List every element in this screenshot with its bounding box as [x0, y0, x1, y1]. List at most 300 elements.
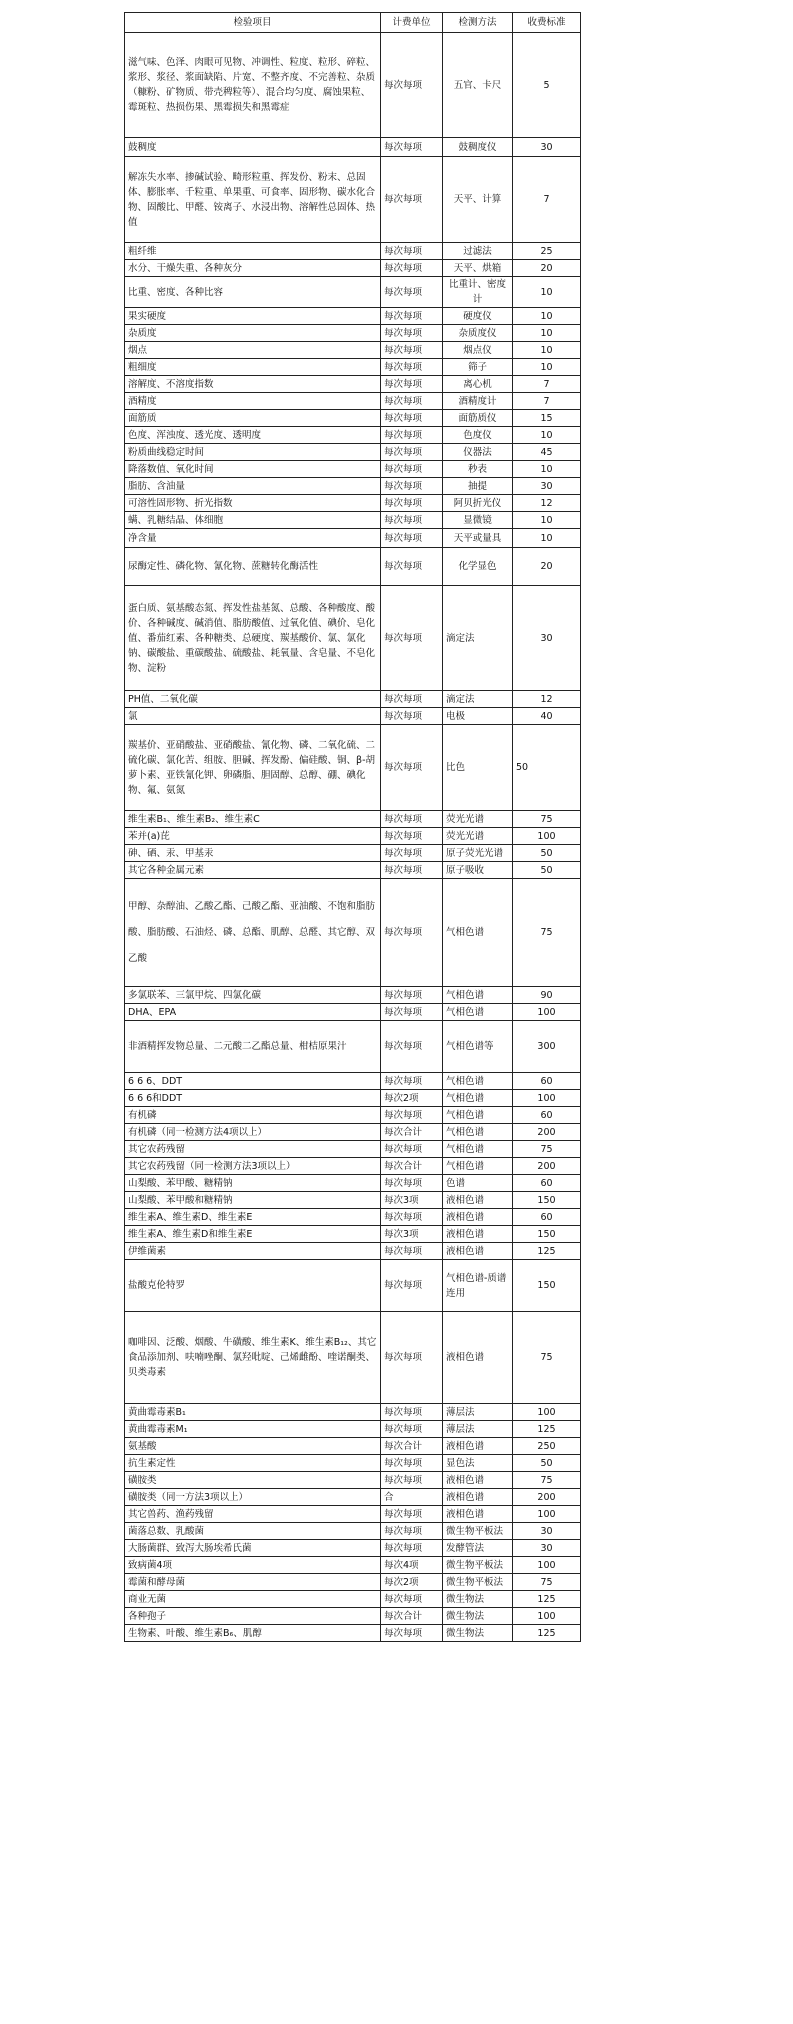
row-unit: 每次每项	[381, 325, 443, 342]
row-unit: 每次每项	[381, 1472, 443, 1489]
row-unit: 每次每项	[381, 308, 443, 325]
row-fee: 50	[513, 725, 581, 811]
row-item: 果实硬度	[125, 308, 381, 325]
row-item: 商业无菌	[125, 1591, 381, 1608]
row-method: 天平、计算	[443, 157, 513, 243]
table-row	[125, 243, 581, 260]
row-unit: 每次每项	[381, 342, 443, 359]
row-method: 滴定法	[443, 691, 513, 708]
row-item: 盐酸克伦特罗	[125, 1260, 381, 1312]
row-fee: 15	[513, 410, 581, 427]
row-item: 粉质曲线稳定时间	[125, 444, 381, 461]
row-fee: 12	[513, 691, 581, 708]
row-fee: 20	[513, 260, 581, 277]
row-item: 生物素、叶酸、维生素B₆、肌醇	[125, 1625, 381, 1642]
row-method: 液相色谱	[443, 1472, 513, 1489]
row-item: 维生素A、维生素D和维生素E	[125, 1226, 381, 1243]
row-unit: 每次每项	[381, 277, 443, 308]
table-row	[125, 495, 581, 512]
row-fee: 100	[513, 1090, 581, 1107]
row-unit: 每次每项	[381, 444, 443, 461]
row-item: 大肠菌群、致泻大肠埃希氏菌	[125, 1540, 381, 1557]
header-item: 检验项目	[125, 13, 381, 33]
table-row	[125, 725, 581, 811]
row-method: 气相色谱	[443, 1141, 513, 1158]
row-method: 杂质度仪	[443, 325, 513, 342]
row-method: 色度仪	[443, 427, 513, 444]
row-method: 液相色谱	[443, 1209, 513, 1226]
row-unit: 每次合计	[381, 1124, 443, 1141]
row-unit: 每次每项	[381, 1421, 443, 1438]
row-item: 非酒精挥发物总量、二元酸二乙酯总量、柑桔原果汁	[125, 1021, 381, 1073]
row-fee: 150	[513, 1226, 581, 1243]
row-method: 微生物平板法	[443, 1574, 513, 1591]
table-row	[125, 691, 581, 708]
row-unit: 每次每项	[381, 1625, 443, 1642]
row-fee: 75	[513, 1472, 581, 1489]
table-row	[125, 410, 581, 427]
row-unit: 合	[381, 1489, 443, 1506]
row-item: 解冻失水率、掺碱试验、畸形粒重、挥发份、粉末、总固体、膨胀率、千粒重、单果重、可食率、固形物、碳水化合物、固酸比、甲醛、铵离子、水浸出物、溶解性总固体、热值	[125, 157, 381, 243]
row-unit: 每次每项	[381, 260, 443, 277]
row-method: 液相色谱	[443, 1506, 513, 1523]
row-item: 氯	[125, 708, 381, 725]
row-unit: 每次每项	[381, 1540, 443, 1557]
row-item: 磺胺类	[125, 1472, 381, 1489]
row-unit: 每次每项	[381, 376, 443, 393]
row-fee: 45	[513, 444, 581, 461]
row-fee: 125	[513, 1243, 581, 1260]
row-item: 面筋质	[125, 410, 381, 427]
table-row	[125, 1124, 581, 1141]
row-unit: 每次每项	[381, 845, 443, 862]
row-unit: 每次每项	[381, 879, 443, 987]
row-item: 砷、硒、汞、甲基汞	[125, 845, 381, 862]
row-item: 色度、浑浊度、透光度、透明度	[125, 427, 381, 444]
row-item: 磺胺类（同一方法3项以上）	[125, 1489, 381, 1506]
table-row	[125, 1472, 581, 1489]
row-item: 抗生素定性	[125, 1455, 381, 1472]
table-row	[125, 1243, 581, 1260]
row-item: 苯并(a)芘	[125, 828, 381, 845]
row-fee: 75	[513, 879, 581, 987]
row-method: 硬度仪	[443, 308, 513, 325]
row-fee: 100	[513, 1608, 581, 1625]
row-fee: 100	[513, 1506, 581, 1523]
row-fee: 30	[513, 138, 581, 157]
table-row	[125, 586, 581, 691]
row-fee: 60	[513, 1175, 581, 1192]
row-method: 离心机	[443, 376, 513, 393]
row-unit: 每次每项	[381, 478, 443, 495]
row-unit: 每次每项	[381, 811, 443, 828]
row-item: 其它各种金属元素	[125, 862, 381, 879]
row-fee: 300	[513, 1021, 581, 1073]
row-fee: 150	[513, 1260, 581, 1312]
row-method: 气相色谱	[443, 879, 513, 987]
row-unit: 每次每项	[381, 1073, 443, 1090]
table-row	[125, 879, 581, 987]
row-unit: 每次3项	[381, 1192, 443, 1209]
row-method: 荧光光谱	[443, 811, 513, 828]
row-unit: 每次每项	[381, 691, 443, 708]
row-method: 原子吸收	[443, 862, 513, 879]
row-method: 酒精度计	[443, 393, 513, 410]
row-unit: 每次合计	[381, 1608, 443, 1625]
row-item: 多氯联苯、三氯甲烷、四氯化碳	[125, 987, 381, 1004]
row-method: 天平或量具	[443, 529, 513, 548]
row-item: 可溶性固形物、折光指数	[125, 495, 381, 512]
row-item: 6 6 6、DDT	[125, 1073, 381, 1090]
row-method: 气相色谱	[443, 1107, 513, 1124]
row-item: 山梨酸、苯甲酸和糖精钠	[125, 1192, 381, 1209]
row-unit: 每次合计	[381, 1438, 443, 1455]
table-row	[125, 1591, 581, 1608]
row-unit: 每次每项	[381, 512, 443, 529]
row-unit: 每次每项	[381, 1404, 443, 1421]
table-row	[125, 548, 581, 586]
row-fee: 150	[513, 1192, 581, 1209]
table-row	[125, 1506, 581, 1523]
row-unit: 每次3项	[381, 1226, 443, 1243]
row-fee: 100	[513, 1557, 581, 1574]
row-unit: 每次每项	[381, 1260, 443, 1312]
row-unit: 每次每项	[381, 1004, 443, 1021]
row-unit: 每次每项	[381, 1506, 443, 1523]
table-row	[125, 1107, 581, 1124]
row-unit: 每次每项	[381, 1523, 443, 1540]
row-fee: 40	[513, 708, 581, 725]
row-method: 气相色谱	[443, 1090, 513, 1107]
row-fee: 75	[513, 1312, 581, 1404]
row-method: 液相色谱	[443, 1243, 513, 1260]
table-row	[125, 342, 581, 359]
table-row	[125, 1489, 581, 1506]
row-fee: 10	[513, 342, 581, 359]
row-unit: 每次每项	[381, 1312, 443, 1404]
row-item: 比重、密度、各种比容	[125, 277, 381, 308]
table-row	[125, 1158, 581, 1175]
row-unit: 每次每项	[381, 1141, 443, 1158]
row-fee: 75	[513, 1141, 581, 1158]
row-fee: 20	[513, 548, 581, 586]
row-unit: 每次合计	[381, 1158, 443, 1175]
row-fee: 10	[513, 277, 581, 308]
table-row	[125, 529, 581, 548]
row-item: 净含量	[125, 529, 381, 548]
row-method: 气相色谱	[443, 1124, 513, 1141]
table-row	[125, 1421, 581, 1438]
row-method: 五官、卡尺	[443, 33, 513, 138]
row-fee: 200	[513, 1124, 581, 1141]
table-row	[125, 845, 581, 862]
table-row	[125, 987, 581, 1004]
row-fee: 10	[513, 325, 581, 342]
table-row	[125, 427, 581, 444]
table-row	[125, 444, 581, 461]
row-fee: 75	[513, 1574, 581, 1591]
table-row	[125, 862, 581, 879]
row-fee: 30	[513, 586, 581, 691]
row-method: 发酵管法	[443, 1540, 513, 1557]
row-method: 滴定法	[443, 586, 513, 691]
row-fee: 10	[513, 461, 581, 478]
row-method: 气相色谱	[443, 1073, 513, 1090]
row-fee: 12	[513, 495, 581, 512]
row-unit: 每次每项	[381, 1175, 443, 1192]
row-fee: 125	[513, 1421, 581, 1438]
table-row	[125, 1209, 581, 1226]
row-method: 化学显色	[443, 548, 513, 586]
row-method: 鼓稠度仪	[443, 138, 513, 157]
row-method: 显微镜	[443, 512, 513, 529]
table-row	[125, 260, 581, 277]
row-fee: 10	[513, 427, 581, 444]
table-row	[125, 828, 581, 845]
row-item: 粗纤维	[125, 243, 381, 260]
row-method: 气相色谱	[443, 1158, 513, 1175]
table-row	[125, 1073, 581, 1090]
table-body	[125, 33, 581, 1642]
row-fee: 200	[513, 1489, 581, 1506]
table-row	[125, 359, 581, 376]
table-row	[125, 478, 581, 495]
row-item: 蛋白质、氨基酸态氮、挥发性盐基氮、总酸、各种酸度、酸价、各种碱度、碱消值、脂肪酸值、过氧化值、碘价、皂化值、番茄红素、各种糖类、总硬度、羰基酸价、氯、氯化钠、碳酸盐、重碳酸盐、硫酸盐、耗氧量、含皂量、不皂化物、淀粉	[125, 586, 381, 691]
row-fee: 10	[513, 308, 581, 325]
row-fee: 250	[513, 1438, 581, 1455]
row-item: 其它兽药、渔药残留	[125, 1506, 381, 1523]
row-method: 显色法	[443, 1455, 513, 1472]
table-row	[125, 1608, 581, 1625]
row-method: 气相色谱等	[443, 1021, 513, 1073]
row-fee: 7	[513, 376, 581, 393]
row-method: 微生物法	[443, 1608, 513, 1625]
table-row	[125, 138, 581, 157]
table-row	[125, 308, 581, 325]
row-item: 氨基酸	[125, 1438, 381, 1455]
row-unit: 每次每项	[381, 862, 443, 879]
row-item: 鼓稠度	[125, 138, 381, 157]
table-row	[125, 157, 581, 243]
table-row	[125, 1175, 581, 1192]
row-method: 烟点仪	[443, 342, 513, 359]
row-method: 液相色谱	[443, 1192, 513, 1209]
row-item: 羰基价、亚硝酸盐、亚硝酸盐、氰化物、磷、二氧化硫、二硫化碳、氯化苦、组胺、胆碱、挥发酚、偏硅酸、铜、β-胡萝卜素、亚铁氰化钾、卵磷脂、胆固醇、总醇、硼、碘化物、氟、氨氮	[125, 725, 381, 811]
row-item: 其它农药残留	[125, 1141, 381, 1158]
table-row	[125, 1312, 581, 1404]
row-item: PH值、二氧化碳	[125, 691, 381, 708]
row-method: 阿贝折光仪	[443, 495, 513, 512]
row-unit: 每次每项	[381, 427, 443, 444]
row-method: 电极	[443, 708, 513, 725]
row-method: 液相色谱	[443, 1438, 513, 1455]
row-method: 天平、烘箱	[443, 260, 513, 277]
row-unit: 每次每项	[381, 157, 443, 243]
row-item: 致病菌4项	[125, 1557, 381, 1574]
row-method: 薄层法	[443, 1404, 513, 1421]
row-unit: 每次每项	[381, 725, 443, 811]
row-fee: 10	[513, 529, 581, 548]
row-fee: 30	[513, 478, 581, 495]
row-unit: 每次每项	[381, 1455, 443, 1472]
row-fee: 75	[513, 811, 581, 828]
row-item: 山梨酸、苯甲酸、糖精钠	[125, 1175, 381, 1192]
row-unit: 每次每项	[381, 1209, 443, 1226]
row-item: 其它农药残留（同一检测方法3项以上）	[125, 1158, 381, 1175]
row-method: 秒表	[443, 461, 513, 478]
row-unit: 每次每项	[381, 987, 443, 1004]
table-row	[125, 1141, 581, 1158]
row-method: 色谱	[443, 1175, 513, 1192]
row-item: 维生素A、维生素D、维生素E	[125, 1209, 381, 1226]
fee-table	[124, 12, 581, 1642]
row-item: 螨、乳糖结晶、体细胞	[125, 512, 381, 529]
table-row	[125, 1574, 581, 1591]
row-fee: 90	[513, 987, 581, 1004]
row-fee: 50	[513, 1455, 581, 1472]
row-method: 仪器法	[443, 444, 513, 461]
row-item: 6 6 6和DDT	[125, 1090, 381, 1107]
row-item: 水分、干燥失重、各种灰分	[125, 260, 381, 277]
row-fee: 100	[513, 1404, 581, 1421]
row-fee: 10	[513, 359, 581, 376]
table-row	[125, 1523, 581, 1540]
table-row	[125, 1455, 581, 1472]
row-method: 微生物法	[443, 1591, 513, 1608]
table-row	[125, 376, 581, 393]
table-row	[125, 33, 581, 138]
row-method: 微生物平板法	[443, 1523, 513, 1540]
table-row	[125, 325, 581, 342]
row-item: 咖啡因、泛酸、烟酸、牛磺酸、维生素K、维生素B₁₂、其它食品添加剂、呋喃唑酮、氯羟吡啶、己烯雌酚、喹诺酮类、贝类毒素	[125, 1312, 381, 1404]
table-row	[125, 1404, 581, 1421]
table-row	[125, 811, 581, 828]
row-item: 酒精度	[125, 393, 381, 410]
row-unit: 每次每项	[381, 138, 443, 157]
row-item: 菌落总数、乳酸菌	[125, 1523, 381, 1540]
row-fee: 60	[513, 1209, 581, 1226]
row-method: 气相色谱	[443, 1004, 513, 1021]
table-row	[125, 1192, 581, 1209]
row-item: 杂质度	[125, 325, 381, 342]
row-fee: 30	[513, 1540, 581, 1557]
row-fee: 50	[513, 862, 581, 879]
row-method: 液相色谱	[443, 1312, 513, 1404]
row-unit: 每次每项	[381, 495, 443, 512]
row-item: 粗细度	[125, 359, 381, 376]
row-item: 各种孢子	[125, 1608, 381, 1625]
table-row	[125, 277, 581, 308]
row-method: 微生物平板法	[443, 1557, 513, 1574]
row-method: 荧光光谱	[443, 828, 513, 845]
row-unit: 每次4项	[381, 1557, 443, 1574]
row-method: 气相色谱-质谱连用	[443, 1260, 513, 1312]
fee-table-sheet	[124, 12, 581, 1642]
row-fee: 125	[513, 1591, 581, 1608]
row-unit: 每次2项	[381, 1574, 443, 1591]
table-row	[125, 1226, 581, 1243]
table-row	[125, 1438, 581, 1455]
row-unit: 每次每项	[381, 828, 443, 845]
row-item: 脂肪、含油量	[125, 478, 381, 495]
row-unit: 每次每项	[381, 1021, 443, 1073]
row-item: 伊维菌素	[125, 1243, 381, 1260]
row-item: 黄曲霉毒素B₁	[125, 1404, 381, 1421]
table-row	[125, 1090, 581, 1107]
row-unit: 每次每项	[381, 529, 443, 548]
row-item: 尿酶定性、磷化物、氰化物、蔗糖转化酶活性	[125, 548, 381, 586]
row-method: 液相色谱	[443, 1226, 513, 1243]
table-row	[125, 1260, 581, 1312]
row-unit: 每次每项	[381, 243, 443, 260]
row-fee: 30	[513, 1523, 581, 1540]
row-method: 面筋质仪	[443, 410, 513, 427]
row-method: 比色	[443, 725, 513, 811]
row-item: 黄曲霉毒素M₁	[125, 1421, 381, 1438]
row-unit: 每次每项	[381, 1591, 443, 1608]
header-row	[125, 13, 581, 33]
table-row	[125, 1004, 581, 1021]
row-item: 降落数值、氧化时间	[125, 461, 381, 478]
row-unit: 每次每项	[381, 33, 443, 138]
row-method: 薄层法	[443, 1421, 513, 1438]
row-method: 比重计、密度计	[443, 277, 513, 308]
table-row	[125, 1021, 581, 1073]
row-fee: 100	[513, 1004, 581, 1021]
row-fee: 125	[513, 1625, 581, 1642]
row-fee: 5	[513, 33, 581, 138]
row-unit: 每次每项	[381, 548, 443, 586]
row-item: 霉菌和酵母菌	[125, 1574, 381, 1591]
row-item: 滋气味、色泽、肉眼可见物、冲调性、粒度、粒形、碎粒、浆形、浆径、浆面缺陷、片宽、不整齐度、不完善粒、杂质（糠粉、矿物质、带壳稗粒等）、混合均匀度、腐蚀果粒、霉斑粒、热损伤果、黑霉损失和黑霉症	[125, 33, 381, 138]
row-unit: 每次每项	[381, 410, 443, 427]
table-row	[125, 1625, 581, 1642]
row-fee: 7	[513, 157, 581, 243]
row-fee: 100	[513, 828, 581, 845]
row-fee: 25	[513, 243, 581, 260]
row-method: 过滤法	[443, 243, 513, 260]
table-row	[125, 708, 581, 725]
row-item: 溶解度、不溶度指数	[125, 376, 381, 393]
row-item: 有机磷（同一检测方法4项以上）	[125, 1124, 381, 1141]
row-item: 烟点	[125, 342, 381, 359]
row-item: 维生素B₁、维生素B₂、维生素C	[125, 811, 381, 828]
row-fee: 60	[513, 1073, 581, 1090]
header-fee: 收费标准	[513, 13, 581, 33]
table-row	[125, 1540, 581, 1557]
row-item: 甲醇、杂醇油、乙酸乙酯、己酸乙酯、亚油酸、不饱和脂肪酸、脂肪酸、石油烃、磷、总酯、肌醇、总醛、其它醇、双乙酸	[125, 879, 381, 987]
table-row	[125, 461, 581, 478]
row-method: 微生物法	[443, 1625, 513, 1642]
row-unit: 每次每项	[381, 1243, 443, 1260]
row-fee: 50	[513, 845, 581, 862]
row-item: 有机磷	[125, 1107, 381, 1124]
row-unit: 每次每项	[381, 461, 443, 478]
row-unit: 每次每项	[381, 359, 443, 376]
row-fee: 10	[513, 512, 581, 529]
row-method: 抽提	[443, 478, 513, 495]
row-fee: 7	[513, 393, 581, 410]
row-fee: 200	[513, 1158, 581, 1175]
row-unit: 每次每项	[381, 1107, 443, 1124]
row-unit: 每次每项	[381, 708, 443, 725]
header-unit: 计费单位	[381, 13, 443, 33]
row-unit: 每次每项	[381, 393, 443, 410]
table-row	[125, 512, 581, 529]
row-fee: 60	[513, 1107, 581, 1124]
row-item: DHA、EPA	[125, 1004, 381, 1021]
row-unit: 每次每项	[381, 586, 443, 691]
